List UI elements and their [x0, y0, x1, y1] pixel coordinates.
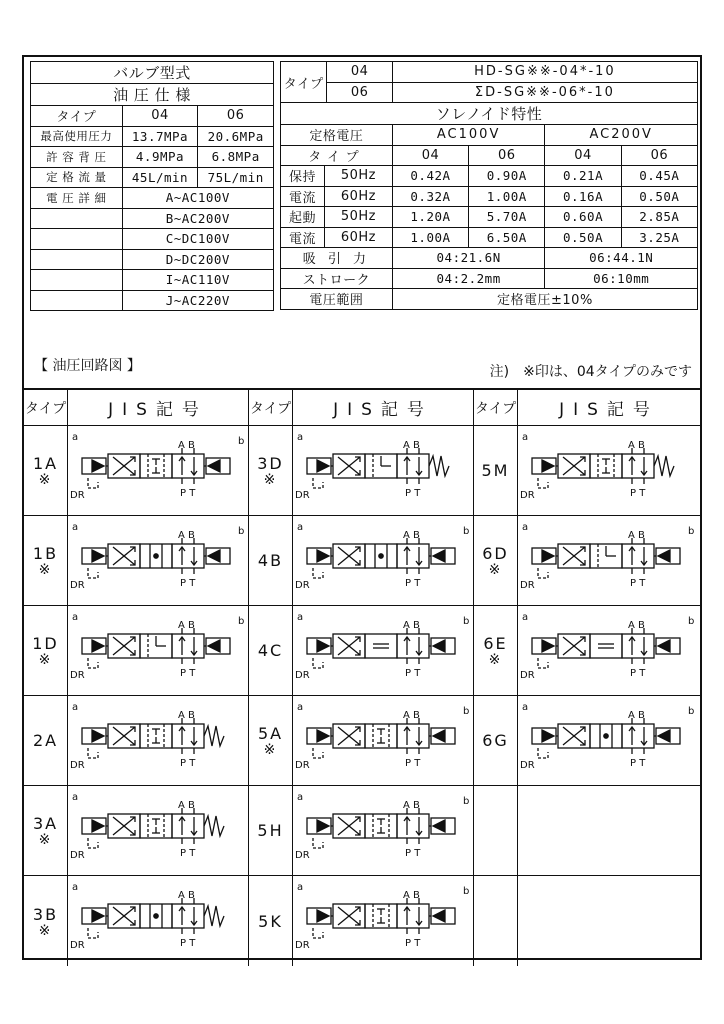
- mark-04-only: ※: [488, 652, 503, 668]
- port-a-label: a: [297, 432, 304, 443]
- circuit-type-code: 5A: [257, 724, 284, 743]
- jis-valve-symbol: [68, 696, 249, 784]
- port-ab-label: A B: [178, 800, 195, 811]
- circuit-cell: [24, 696, 249, 785]
- circuit-cell: [249, 876, 474, 966]
- model-04: HD-SG※※-04*-10: [392, 62, 697, 83]
- circuit-type-cell: [249, 606, 293, 695]
- jis-symbol-cell: [293, 516, 474, 605]
- circuit-type-cell: [24, 516, 68, 605]
- circuit-type-cell: [24, 876, 68, 966]
- solenoid-title: ソレノイド特性: [281, 103, 698, 125]
- circuit-type-code: 5M: [481, 461, 510, 480]
- circuit-title: 【 油圧回路図 】: [34, 358, 141, 374]
- circuit-type-cell: [249, 786, 293, 875]
- inrush-60: 0.50A: [545, 227, 621, 248]
- holding-50: 0.21A: [545, 166, 621, 187]
- voltage-code: B~AC200V: [122, 208, 273, 229]
- port-a-label: a: [72, 702, 79, 713]
- drain-label: DR: [295, 850, 310, 861]
- jis-symbol-cell: [293, 426, 474, 515]
- port-pt-label: P T: [630, 758, 646, 769]
- drain-label: DR: [70, 940, 85, 951]
- grid-header: [24, 390, 700, 426]
- jis-valve-symbol: [68, 606, 249, 694]
- jis-symbol-cell: [293, 696, 474, 785]
- port-a-label: a: [522, 612, 529, 623]
- holding-60: 0.50A: [621, 186, 697, 207]
- circuit-cell: [249, 516, 474, 605]
- circuit-type-code: 5K: [258, 911, 283, 931]
- port-pt-label: P T: [405, 668, 421, 679]
- drain-label: DR: [520, 760, 535, 771]
- port-ab-label: A B: [178, 440, 195, 451]
- holding-label-2: 電流: [281, 186, 325, 207]
- jis-symbol-cell: [518, 606, 699, 695]
- port-a-label: a: [297, 792, 304, 803]
- circuit-cell: [474, 786, 700, 875]
- port-a-label: a: [522, 522, 529, 533]
- sub-type: 06: [469, 145, 545, 166]
- holding-50: 0.90A: [469, 166, 545, 187]
- port-b-label: b: [463, 526, 470, 537]
- jis-symbol-cell: [68, 426, 249, 515]
- circuit-type-code: 5H: [257, 821, 284, 840]
- force-04: 04:21.6N: [392, 248, 545, 269]
- holding-50: 0.45A: [621, 166, 697, 187]
- drain-label: DR: [70, 580, 85, 591]
- circuit-cell: [249, 606, 474, 695]
- hz50-label: 50Hz: [325, 207, 393, 228]
- table-row: [24, 426, 700, 516]
- type-code-04: 04: [327, 62, 392, 83]
- back-pressure-label: 許 容 背 圧: [31, 147, 123, 168]
- sub-type: 04: [392, 145, 468, 166]
- jis-symbol-cell: [293, 876, 474, 966]
- port-b-label: b: [463, 706, 470, 717]
- note-prefix: 注): [489, 364, 510, 380]
- port-pt-label: P T: [405, 938, 421, 949]
- jis-valve-symbol: [518, 516, 699, 604]
- jis-valve-symbol: [293, 876, 474, 964]
- circuit-type-code: 6G: [482, 731, 509, 750]
- max-pressure-06: 20.6MPa: [198, 126, 274, 147]
- port-ab-label: A B: [178, 890, 195, 901]
- inrush-50: 1.20A: [392, 207, 468, 228]
- table-row: [24, 696, 700, 786]
- inrush-label-1: 起動: [281, 207, 325, 228]
- force-label: 吸 引 力: [281, 248, 393, 269]
- circuit-type-cell: [474, 426, 518, 515]
- port-pt-label: P T: [630, 488, 646, 499]
- jis-valve-symbol: [518, 426, 699, 514]
- port-b-label: b: [238, 526, 245, 537]
- holding-50: 0.42A: [392, 166, 468, 187]
- drain-label: DR: [70, 850, 85, 861]
- port-ab-label: A B: [403, 440, 420, 451]
- holding-label-1: 保持: [281, 166, 325, 187]
- jis-valve-symbol: [68, 516, 249, 604]
- jis-symbol-cell: [518, 786, 699, 875]
- circuit-type-cell: [24, 786, 68, 875]
- col-jis-header: JIS記号: [293, 390, 474, 425]
- circuit-type-code: 4C: [257, 641, 284, 660]
- holding-60: 0.16A: [545, 186, 621, 207]
- port-a-label: a: [297, 612, 304, 623]
- port-pt-label: P T: [180, 488, 196, 499]
- spec-sheet: [22, 55, 702, 960]
- circuit-type-code: 6E: [483, 634, 508, 653]
- drain-label: DR: [520, 670, 535, 681]
- mark-04-only: ※: [488, 562, 503, 578]
- port-ab-label: A B: [403, 530, 420, 541]
- jis-valve-symbol: [293, 426, 474, 514]
- mark-04-only: ※: [263, 742, 278, 758]
- circuit-type-cell: [249, 426, 293, 515]
- circuit-cell: [24, 606, 249, 695]
- model-06: ΣD-SG※※-06*-10: [392, 82, 697, 103]
- jis-valve-symbol: [68, 786, 249, 874]
- col-jis-header: JIS記号: [68, 390, 249, 425]
- circuit-type-code: 6D: [482, 544, 509, 563]
- hydraulic-spec-subtitle: 油 圧 仕 様: [31, 84, 274, 106]
- voltage-code: C~DC100V: [122, 229, 273, 250]
- port-a-label: a: [297, 522, 304, 533]
- col-type-header: タイプ: [474, 390, 518, 425]
- jis-valve-symbol: [293, 606, 474, 694]
- jis-symbol-cell: [518, 876, 699, 966]
- sub-type: 06: [621, 145, 697, 166]
- drain-label: DR: [520, 580, 535, 591]
- port-a-label: a: [297, 882, 304, 893]
- port-pt-label: P T: [180, 578, 196, 589]
- circuit-cell: [474, 426, 700, 515]
- jis-symbol-cell: [518, 426, 699, 515]
- port-a-label: a: [72, 432, 79, 443]
- sub-type-label: タイプ: [281, 145, 393, 166]
- valve-type-title: バルブ型式: [31, 62, 274, 84]
- mark-04-only: ※: [38, 922, 53, 939]
- drain-label: DR: [295, 670, 310, 681]
- type-06-header: 06: [198, 106, 274, 127]
- ac100-header: AC100V: [392, 125, 545, 146]
- port-pt-label: P T: [405, 848, 421, 859]
- circuit-type-code: 4B: [257, 551, 284, 570]
- type-header: タイプ: [31, 106, 123, 127]
- circuit-cell: [249, 426, 474, 515]
- hz50-label: 50Hz: [325, 166, 393, 187]
- col-type-header: タイプ: [24, 390, 68, 425]
- port-pt-label: P T: [180, 938, 196, 949]
- mark-04-only: ※: [263, 472, 278, 488]
- circuit-type-code: 1B: [32, 544, 59, 563]
- hz60-label: 60Hz: [325, 186, 393, 207]
- port-pt-label: P T: [405, 578, 421, 589]
- inrush-50: 5.70A: [469, 207, 545, 228]
- drain-label: DR: [295, 580, 310, 591]
- circuit-type-cell: [474, 696, 518, 785]
- circuit-type-code: 3A: [32, 814, 59, 833]
- port-ab-label: A B: [628, 620, 645, 631]
- circuit-type-code: 3B: [32, 904, 59, 924]
- jis-valve-symbol: [518, 606, 699, 694]
- max-pressure-label: 最高使用圧力: [31, 126, 123, 147]
- circuit-cell: [474, 516, 700, 605]
- stroke-label: ストローク: [281, 268, 393, 289]
- back-pressure-04: 4.9MPa: [122, 147, 198, 168]
- jis-symbol-cell: [518, 696, 699, 785]
- port-ab-label: A B: [178, 620, 195, 631]
- mark-04-only: ※: [38, 562, 53, 578]
- circuit-cell: [24, 786, 249, 875]
- circuit-type-cell: [474, 606, 518, 695]
- circuit-type-cell: [24, 426, 68, 515]
- jis-valve-symbol: [68, 426, 249, 514]
- circuit-type-code: 1D: [32, 634, 59, 653]
- voltage-code: D~DC200V: [122, 249, 273, 270]
- circuit-type-cell: [474, 516, 518, 605]
- port-b-label: b: [238, 616, 245, 627]
- jis-valve-symbol: [518, 696, 699, 784]
- note-text: ※印は、04タイプのみです: [523, 364, 692, 380]
- circuit-type-cell: [24, 606, 68, 695]
- port-b-label: b: [688, 616, 695, 627]
- jis-symbol-cell: [68, 696, 249, 785]
- col-type-header: タイプ: [249, 390, 293, 425]
- port-pt-label: P T: [180, 668, 196, 679]
- port-a-label: a: [72, 612, 79, 623]
- type-04-header: 04: [122, 106, 198, 127]
- port-ab-label: A B: [403, 800, 420, 811]
- jis-symbol-cell: [293, 606, 474, 695]
- voltage-detail-label: 電 圧 詳 細: [31, 188, 123, 209]
- inrush-60: 3.25A: [621, 227, 697, 248]
- drain-label: DR: [520, 490, 535, 501]
- port-ab-label: A B: [178, 710, 195, 721]
- port-pt-label: P T: [630, 668, 646, 679]
- port-b-label: b: [238, 436, 245, 447]
- circuit-cell: [24, 426, 249, 515]
- back-pressure-06: 6.8MPa: [198, 147, 274, 168]
- jis-valve-symbol: [293, 696, 474, 784]
- hydraulic-spec-table: [30, 61, 274, 311]
- circuit-cell: [24, 516, 249, 605]
- hz60-label: 60Hz: [325, 227, 393, 248]
- port-b-label: b: [463, 796, 470, 807]
- stroke-06: 06:10mm: [545, 268, 698, 289]
- mark-04-only: ※: [38, 832, 53, 848]
- port-ab-label: A B: [178, 530, 195, 541]
- table-row: [24, 516, 700, 606]
- port-a-label: a: [297, 702, 304, 713]
- jis-symbol-cell: [518, 516, 699, 605]
- circuit-type-code: 3D: [257, 454, 284, 473]
- type-label: タイプ: [281, 62, 327, 103]
- solenoid-spec-table: [280, 61, 698, 310]
- jis-valve-symbol: [68, 876, 249, 964]
- mark-04-only: ※: [38, 652, 53, 668]
- port-pt-label: P T: [180, 758, 196, 769]
- circuit-cell: [249, 696, 474, 785]
- table-row: [24, 876, 700, 966]
- circuit-note: [490, 361, 692, 381]
- rated-voltage-label: 定格電圧: [281, 125, 393, 146]
- port-pt-label: P T: [630, 578, 646, 589]
- port-pt-label: P T: [180, 848, 196, 859]
- circuit-type-code: 2A: [32, 731, 59, 750]
- port-ab-label: A B: [628, 440, 645, 451]
- jis-symbol-cell: [68, 786, 249, 875]
- holding-60: 0.32A: [392, 186, 468, 207]
- force-06: 06:44.1N: [545, 248, 698, 269]
- inrush-50: 2.85A: [621, 207, 697, 228]
- port-ab-label: A B: [628, 530, 645, 541]
- col-jis-header: JIS記号: [559, 400, 659, 420]
- circuit-type-cell: [249, 876, 293, 966]
- table-row: [24, 786, 700, 876]
- voltage-range-value: 定格電圧±10%: [392, 289, 697, 310]
- rated-flow-06: 75L/min: [198, 167, 274, 188]
- port-pt-label: P T: [405, 758, 421, 769]
- jis-symbol-cell: [68, 606, 249, 695]
- circuit-type-code: 1A: [32, 454, 59, 473]
- voltage-code: J~AC220V: [122, 290, 273, 311]
- holding-60: 1.00A: [469, 186, 545, 207]
- jis-symbol-cell: [293, 786, 474, 875]
- port-a-label: a: [522, 702, 529, 713]
- drain-label: DR: [70, 760, 85, 771]
- drain-label: DR: [295, 490, 310, 501]
- voltage-code: I~AC110V: [122, 270, 273, 291]
- jis-symbol-cell: [68, 516, 249, 605]
- circuit-type-cell: [474, 786, 518, 875]
- sub-type: 04: [545, 145, 621, 166]
- voltage-code: A~AC100V: [122, 188, 273, 209]
- voltage-range-label: 電圧範囲: [281, 289, 393, 310]
- drain-label: DR: [70, 490, 85, 501]
- inrush-label-2: 電流: [281, 227, 325, 248]
- port-ab-label: A B: [403, 890, 420, 901]
- circuit-cell: [249, 786, 474, 875]
- port-b-label: b: [688, 526, 695, 537]
- mark-04-only: ※: [38, 472, 53, 488]
- circuit-type-cell: [249, 696, 293, 785]
- port-a-label: a: [522, 432, 529, 443]
- port-ab-label: A B: [403, 620, 420, 631]
- ac200-header: AC200V: [545, 125, 698, 146]
- port-b-label: b: [463, 616, 470, 627]
- port-ab-label: A B: [403, 710, 420, 721]
- circuit-cell: [474, 876, 700, 966]
- jis-valve-symbol: [293, 516, 474, 604]
- inrush-60: 1.00A: [392, 227, 468, 248]
- circuit-cell: [474, 606, 700, 695]
- circuit-cell: [474, 696, 700, 785]
- drain-label: DR: [295, 940, 310, 951]
- stroke-04: 04:2.2mm: [392, 268, 545, 289]
- port-a-label: a: [72, 882, 79, 893]
- circuit-grid: [24, 388, 700, 966]
- jis-valve-symbol: [293, 786, 474, 874]
- port-b-label: b: [688, 706, 695, 717]
- port-ab-label: A B: [628, 710, 645, 721]
- port-b-label: b: [463, 886, 470, 897]
- rated-flow-04: 45L/min: [122, 167, 198, 188]
- drain-label: DR: [295, 760, 310, 771]
- type-code-06: 06: [327, 82, 392, 103]
- port-a-label: a: [72, 792, 79, 803]
- circuit-type-cell: [24, 696, 68, 785]
- port-a-label: a: [72, 522, 79, 533]
- max-pressure-04: 13.7MPa: [122, 126, 198, 147]
- table-row: [24, 606, 700, 696]
- circuit-type-cell: [474, 876, 518, 966]
- circuit-cell: [24, 876, 249, 966]
- circuit-type-cell: [249, 516, 293, 605]
- port-pt-label: P T: [405, 488, 421, 499]
- jis-symbol-cell: [68, 876, 249, 966]
- drain-label: DR: [70, 670, 85, 681]
- inrush-50: 0.60A: [545, 207, 621, 228]
- rated-flow-label: 定 格 流 量: [31, 167, 123, 188]
- inrush-60: 6.50A: [469, 227, 545, 248]
